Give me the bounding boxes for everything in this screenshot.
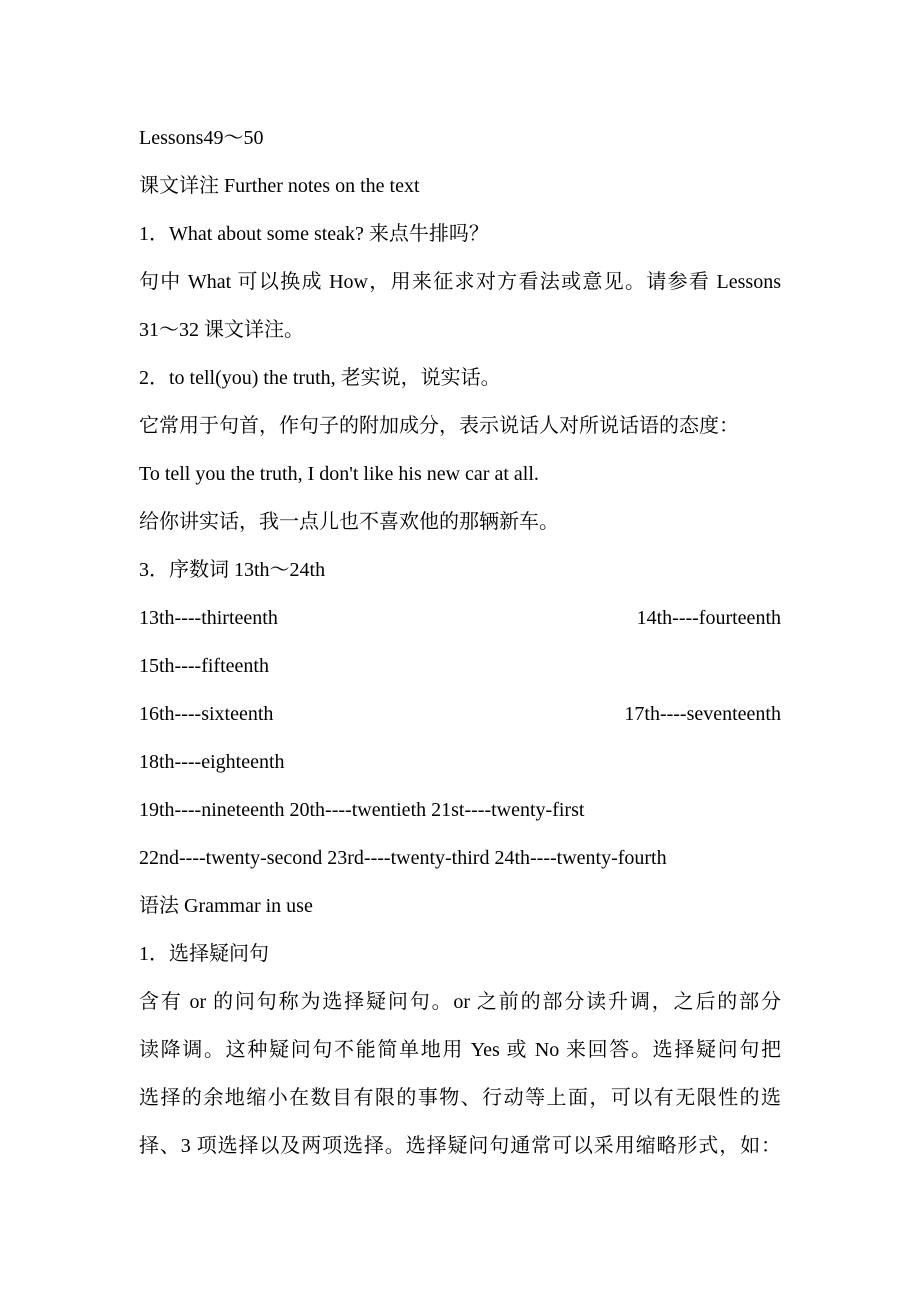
ordinal-row-13-14 — [139, 600, 781, 636]
note-2-example-english: To tell you the truth, I don't like his new car at all. — [139, 463, 539, 485]
ordinal-row-16-17 — [139, 696, 781, 732]
note-3-heading: 3．序数词 13th～24th — [139, 559, 326, 581]
grammar-1-heading: 1．选择疑问句 — [139, 943, 269, 965]
note-1-body-line-2: 31～32 课文详注。 — [139, 319, 304, 341]
note-2-body: 它常用于句首，作句子的附加成分，表示说话人对所说话语的态度： — [139, 415, 739, 437]
ordinal-16: 16th----sixteenth — [139, 703, 274, 725]
ordinal-row-22-24: 22nd----twenty-second 23rd----twenty-third 24th----twenty-fourth — [139, 847, 667, 869]
ordinal-17: 17th----seventeenth — [624, 703, 781, 725]
ordinal-15: 15th----fifteenth — [139, 655, 269, 677]
lesson-title: Lessons49～50 — [139, 127, 264, 149]
grammar-1-para-line-3: 选择的余地缩小在数目有限的事物、行动等上面，可以有无限性的选 — [139, 1087, 781, 1109]
ordinal-row-19-21: 19th----nineteenth 20th----twentieth 21st----twenty-first — [139, 799, 585, 821]
section-heading-notes: 课文详注 Further notes on the text — [139, 175, 420, 197]
ordinal-14: 14th----fourteenth — [636, 607, 781, 629]
grammar-1-para-line-2: 读降调。这种疑问句不能简单地用 Yes 或 No 来回答。选择疑问句把 — [139, 1039, 781, 1061]
note-2-example-chinese: 给你讲实话，我一点儿也不喜欢他的那辆新车。 — [139, 511, 559, 533]
note-2-heading: 2．to tell(you) the truth, 老实说，说实话。 — [139, 367, 501, 389]
note-1-body-line-1: 句中 What 可以换成 How，用来征求对方看法或意见。请参看 Lessons — [139, 271, 781, 293]
ordinal-18: 18th----eighteenth — [139, 751, 285, 773]
grammar-1-para-line-1: 含有 or 的问句称为选择疑问句。or 之前的部分读升调，之后的部分 — [139, 991, 781, 1013]
section-heading-grammar: 语法 Grammar in use — [139, 895, 313, 917]
note-1-heading: 1．What about some steak? 来点牛排吗？ — [139, 223, 489, 245]
ordinal-13: 13th----thirteenth — [139, 607, 278, 629]
grammar-1-para-line-4: 择、3 项选择以及两项选择。选择疑问句通常可以采用缩略形式，如： — [139, 1135, 781, 1157]
